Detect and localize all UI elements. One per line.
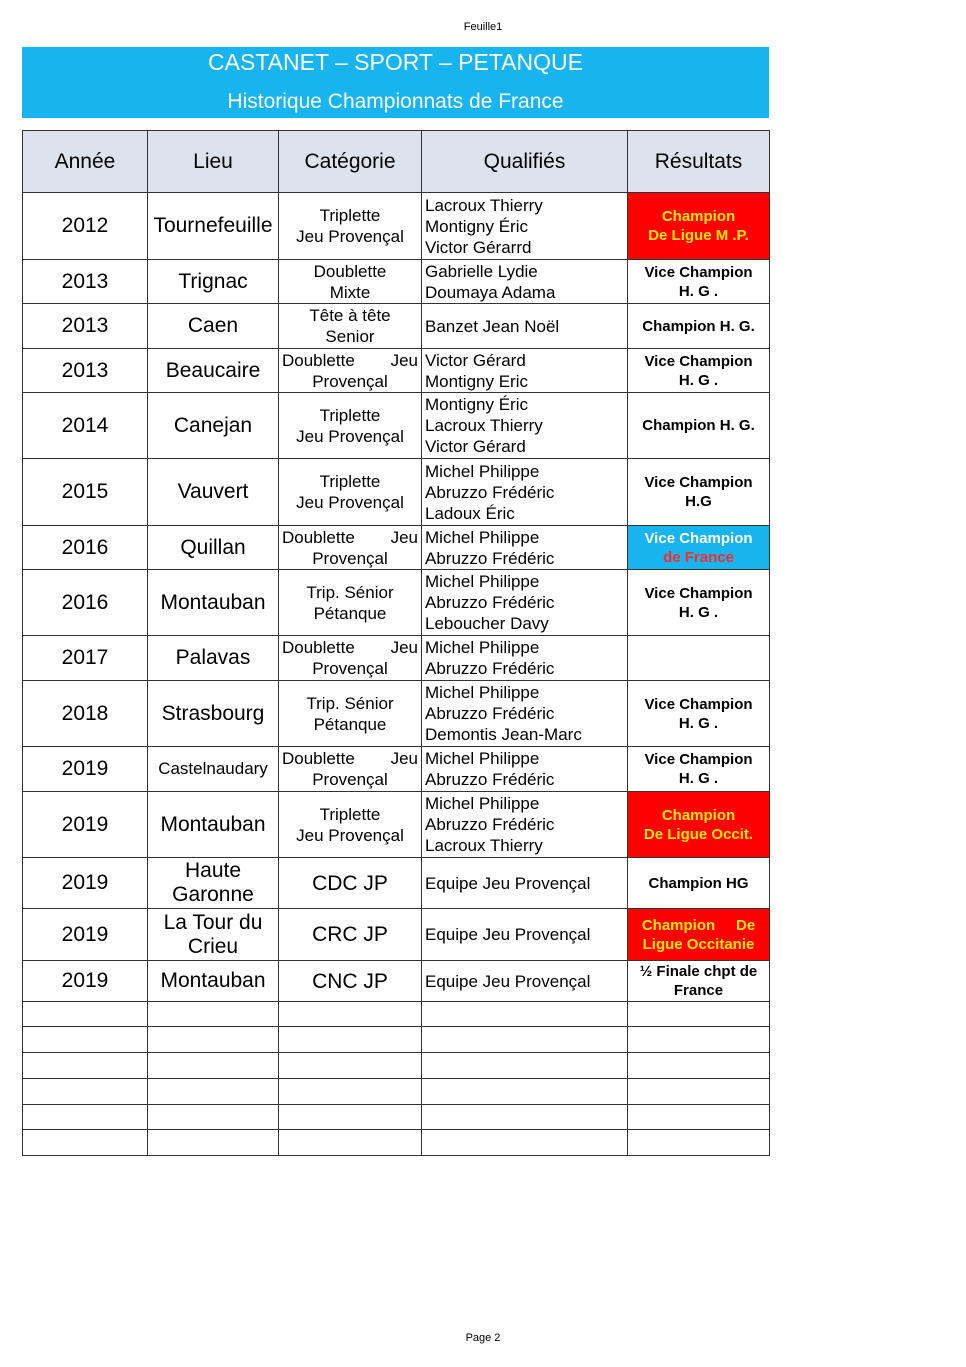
banner-subtitle: Historique Championnats de France <box>227 90 564 113</box>
sheet-name: Feuille1 <box>463 21 503 33</box>
cell-lieu: Montauban <box>148 792 279 858</box>
cell-year: 2019 <box>23 747 148 792</box>
empty-row <box>23 1053 770 1079</box>
cell-qualifies: Equipe Jeu Provençal <box>422 909 628 961</box>
cell-lieu: Montauban <box>148 961 279 1002</box>
cell-resultat: Vice Champion H. G . <box>628 747 770 792</box>
empty-row <box>23 1130 770 1156</box>
cell-year: 2019 <box>23 792 148 858</box>
cell-categorie: Triplette Jeu Provençal <box>279 459 422 526</box>
cell-qualifies: Lacroux Thierry Montigny Éric Victor Gérarrd <box>422 193 628 260</box>
empty-row <box>23 1105 770 1130</box>
cell-qualifies: Victor Gérard Montigny Eric <box>422 349 628 393</box>
empty-row <box>23 1027 770 1053</box>
table-row <box>23 304 770 349</box>
cell-resultat: Champion De Ligue Occitanie <box>628 909 770 961</box>
cell-resultat: Vice Champion H.G <box>628 459 770 526</box>
cell-resultat: Vice Champion de France <box>628 526 770 570</box>
cell-categorie: Doublette Mixte <box>279 260 422 304</box>
header-lieu: Lieu <box>148 131 279 193</box>
cell-qualifies: Equipe Jeu Provençal <box>422 961 628 1002</box>
cell-lieu: Tournefeuille <box>148 193 279 260</box>
table-row <box>23 961 770 1002</box>
cell-resultat: Champion H. G. <box>628 393 770 459</box>
cell-qualifies: Montigny Éric Lacroux Thierry Victor Gérard <box>422 393 628 459</box>
cell-categorie: Doublette Jeu Provençal <box>279 636 422 681</box>
cell-year: 2018 <box>23 681 148 747</box>
cell-year: 2013 <box>23 260 148 304</box>
page-number: Page 2 <box>465 1332 501 1344</box>
table-row <box>23 459 770 526</box>
cell-resultat: Vice Champion H. G . <box>628 570 770 636</box>
cell-lieu: Quillan <box>148 526 279 570</box>
table-row <box>23 681 770 747</box>
cell-lieu: Caen <box>148 304 279 349</box>
cell-categorie: Doublette Jeu Provençal <box>279 526 422 570</box>
header-resultats: Résultats <box>628 131 770 193</box>
cell-year: 2016 <box>23 526 148 570</box>
header-categorie: Catégorie <box>279 131 422 193</box>
cell-resultat: Vice Champion H. G . <box>628 260 770 304</box>
cell-lieu: Strasbourg <box>148 681 279 747</box>
empty-row <box>23 1079 770 1105</box>
cell-year: 2012 <box>23 193 148 260</box>
title-banner <box>22 47 769 118</box>
cell-qualifies: Equipe Jeu Provençal <box>422 858 628 909</box>
cell-categorie: Trip. Sénior Pétanque <box>279 570 422 636</box>
cell-qualifies: Michel Philippe Abruzzo Frédéric <box>422 526 628 570</box>
cell-categorie: Doublette Jeu Provençal <box>279 349 422 393</box>
cell-resultat: Champion De Ligue M .P. <box>628 193 770 260</box>
table-row <box>23 636 770 681</box>
header-qualifies: Qualifiés <box>422 131 628 193</box>
table-row <box>23 858 770 909</box>
table-header-row <box>23 131 770 193</box>
cell-year: 2016 <box>23 570 148 636</box>
cell-qualifies: Michel Philippe Abruzzo Frédéric <box>422 747 628 792</box>
cell-year: 2017 <box>23 636 148 681</box>
cell-year: 2019 <box>23 858 148 909</box>
cell-resultat: Champion H. G. <box>628 304 770 349</box>
cell-lieu: Castelnaudary <box>148 747 279 792</box>
table-row <box>23 792 770 858</box>
table-row <box>23 193 770 260</box>
cell-categorie: Triplette Jeu Provençal <box>279 792 422 858</box>
cell-year: 2013 <box>23 349 148 393</box>
cell-year: 2013 <box>23 304 148 349</box>
cell-categorie: Doublette Jeu Provençal <box>279 747 422 792</box>
cell-categorie: Tête à tête Senior <box>279 304 422 349</box>
table-row <box>23 260 770 304</box>
cell-categorie: CNC JP <box>279 961 422 1002</box>
cell-lieu: Vauvert <box>148 459 279 526</box>
cell-categorie: CRC JP <box>279 909 422 961</box>
table-row <box>23 526 770 570</box>
empty-row <box>23 1002 770 1027</box>
cell-lieu: Palavas <box>148 636 279 681</box>
cell-qualifies: Michel Philippe Abruzzo Frédéric Lacroux Thierry <box>422 792 628 858</box>
cell-resultat: Champion HG <box>628 858 770 909</box>
cell-qualifies: Michel Philippe Abruzzo Frédéric Ladoux Éric <box>422 459 628 526</box>
cell-lieu: Canejan <box>148 393 279 459</box>
table-row <box>23 349 770 393</box>
cell-year: 2019 <box>23 909 148 961</box>
banner-title: CASTANET – SPORT – PETANQUE <box>208 49 583 75</box>
cell-lieu: Haute Garonne <box>148 858 279 909</box>
cell-resultat: Champion De Ligue Occit. <box>628 792 770 858</box>
cell-categorie: CDC JP <box>279 858 422 909</box>
cell-resultat: ½ Finale chpt de France <box>628 961 770 1002</box>
header-annee: Année <box>23 131 148 193</box>
cell-lieu: Beaucaire <box>148 349 279 393</box>
cell-resultat <box>628 636 770 681</box>
table-row <box>23 909 770 961</box>
cell-year: 2015 <box>23 459 148 526</box>
cell-lieu: Trignac <box>148 260 279 304</box>
cell-resultat: Vice Champion H. G . <box>628 681 770 747</box>
cell-qualifies: Michel Philippe Abruzzo Frédéric Demontis Jean-Marc <box>422 681 628 747</box>
cell-lieu: La Tour du Crieu <box>148 909 279 961</box>
cell-year: 2014 <box>23 393 148 459</box>
table-row <box>23 393 770 459</box>
championship-table <box>22 130 770 1156</box>
cell-categorie: Triplette Jeu Provençal <box>279 193 422 260</box>
cell-categorie: Triplette Jeu Provençal <box>279 393 422 459</box>
cell-qualifies: Michel Philippe Abruzzo Frédéric Leboucher Davy <box>422 570 628 636</box>
cell-categorie: Trip. Sénior Pétanque <box>279 681 422 747</box>
cell-year: 2019 <box>23 961 148 1002</box>
cell-lieu: Montauban <box>148 570 279 636</box>
cell-qualifies: Banzet Jean Noël <box>422 304 628 349</box>
cell-resultat: Vice Champion H. G . <box>628 349 770 393</box>
cell-qualifies: Gabrielle Lydie Doumaya Adama <box>422 260 628 304</box>
table-row <box>23 747 770 792</box>
table-row <box>23 570 770 636</box>
cell-qualifies: Michel Philippe Abruzzo Frédéric <box>422 636 628 681</box>
